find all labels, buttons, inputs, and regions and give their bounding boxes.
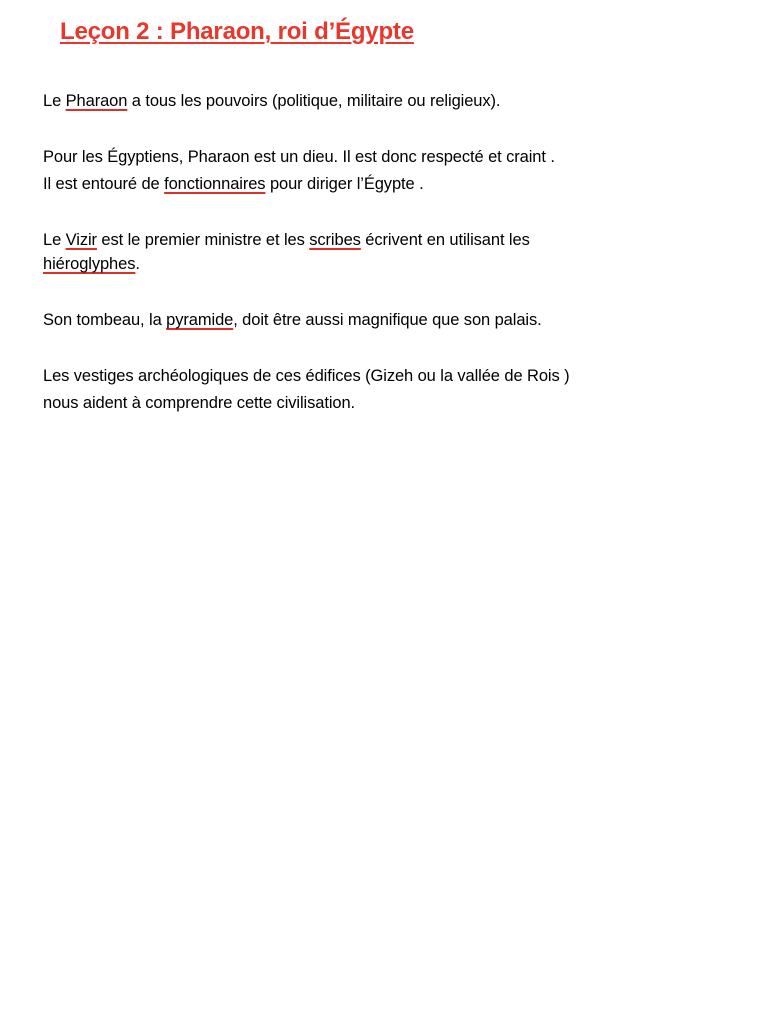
text-line: Le Pharaon a tous les pouvoirs (politique, militaire ou religieux).: [43, 92, 501, 110]
term-fonctionnaires: fonctionnaires: [164, 175, 266, 193]
term-hieroglyphes: hiéroglyphes: [43, 255, 136, 273]
paragraph-pharaoh-god: [43, 144, 555, 198]
term-vizir: Vizir: [65, 231, 97, 249]
term-scribes: scribes: [309, 231, 361, 249]
paragraph-vestiges: [43, 363, 570, 417]
text-line: hiéroglyphes.: [43, 255, 140, 273]
paragraph-pyramide: [43, 307, 542, 334]
term-pyramide: pyramide: [166, 311, 234, 329]
text-line: Il est entouré de fonctionnaires pour diriger l’Égypte .: [43, 175, 424, 193]
term-pharaon: Pharaon: [65, 92, 128, 110]
text-line: Son tombeau, la pyramide, doit être aussi magnifique que son palais.: [43, 311, 542, 329]
text-line: Les vestiges archéologiques de ces édifices (Gizeh ou la vallée de Rois ): [43, 367, 570, 385]
text-line: Le Vizir est le premier ministre et les scribes écrivent en utilisant les: [43, 231, 530, 249]
text-line: nous aident à comprendre cette civilisation.: [43, 394, 356, 412]
paragraph-pharaoh-powers: [43, 88, 500, 115]
paragraph-vizir-scribes: [43, 227, 530, 278]
lesson-title: Leçon 2 : Pharaon, roi d’Égypte: [60, 18, 414, 45]
text-line: Pour les Égyptiens, Pharaon est un dieu. Il est donc respecté et craint .: [43, 148, 555, 166]
